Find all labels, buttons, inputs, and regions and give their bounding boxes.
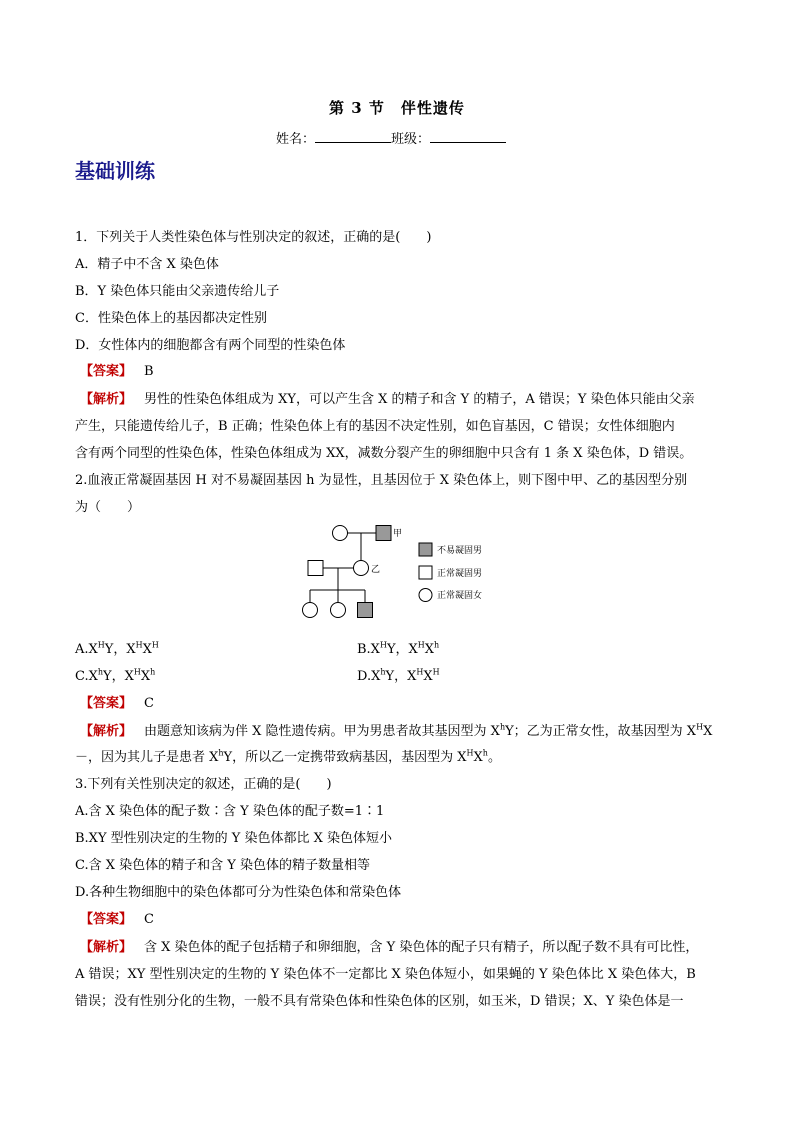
class-blank[interactable]: [430, 130, 506, 143]
q2-stem-2: 为（ ）: [75, 500, 141, 515]
q2-option-c: $C.X^hY$，$X^HX^h$: [75, 667, 156, 684]
q3-analysis-3: 错误；没有性别分化的生物，一般不具有常染色体和性染色体的区别，如玉米，D 错误；X、Y 染色体是一: [75, 994, 684, 1009]
q2-analysis-1: 【解析】 由题意知该病为伴 X 隐性遗传病。甲为男患者故其基因型为 $X^hY$；乙为正常女性，故基因型为 $X^HX$: [80, 722, 713, 739]
analysis-tag: 【解析】: [80, 392, 133, 407]
q1-analysis-3: 含有两个同型的性染色体，性染色体组成为 XX，减数分裂产生的卵细胞中只含有 1 条 X 染色体，D 错误。: [75, 446, 693, 461]
q2-answer: [80, 692, 154, 711]
q1-stem: 1．下列关于人类性染色体与性别决定的叙述，正确的是( ): [75, 230, 432, 245]
q3-analysis-1: [80, 936, 698, 955]
analysis-text: 由题意知该病为伴 X 隐性遗传病。甲为男患者故其基因型为 X: [144, 724, 500, 739]
analysis-text: 含 X 染色体的配子包括精子和卵细胞，含 Y 染色体的配子只有精子，所以配子数不具有可比性，: [144, 940, 699, 955]
pedigree-chart: [290, 520, 510, 625]
name-blank[interactable]: [315, 130, 391, 143]
answer-tag: 【答案】: [80, 912, 133, 927]
page-title: 第 3 节 伴性遗传: [329, 99, 465, 117]
legend-normal-female-icon: [419, 589, 432, 602]
legend-affected-male-icon: [419, 543, 432, 556]
q3-stem: 3.下列有关性别决定的叙述，正确的是( ): [75, 777, 332, 792]
q1-analysis-2: 产生，只能遗传给儿子，B 正确；性染色体上有的基因不决定性别，如色盲基因，C 错误；女性体细胞内: [75, 419, 675, 434]
q3-option-a: A.含 X 染色体的配子数∶含 Y 染色体的配子数=1∶1: [75, 804, 385, 819]
q2-option-d: $D.X^hY$，$X^HX^H$: [357, 667, 440, 684]
child-female-2: [331, 603, 346, 618]
child-affected-male: [358, 603, 373, 618]
analysis-tag: 【解析】: [80, 724, 133, 739]
answer-tag: 【答案】: [80, 696, 133, 711]
q3-analysis-2: A 错误；XY 型性别决定的生物的 Y 染色体不一定都比 X 染色体短小，如果蝇的 Y 染色体比 X 染色体大，B: [75, 967, 696, 982]
legend-label-3: 正常凝固女: [437, 591, 483, 601]
q3-answer: [80, 908, 154, 927]
q1-option-b: B．Y 染色体只能由父亲遗传给儿子: [75, 284, 280, 299]
answer-value: C: [144, 696, 154, 711]
q1-answer: [80, 360, 154, 379]
jia-affected-male: [376, 526, 391, 541]
q1-option-a: A．精子中不含 X 染色体: [75, 257, 219, 272]
answer-value: B: [144, 364, 154, 379]
q1-option-d: D．女性体内的细胞都含有两个同型的性染色体: [75, 338, 346, 353]
legend-normal-male-icon: [419, 566, 432, 579]
section-title: 基础训练: [75, 159, 155, 183]
legend-label-1: 不易凝固男: [437, 546, 483, 556]
analysis-tag: 【解析】: [80, 940, 133, 955]
q2-analysis-2: －，因为其儿子是患者 $X^hY$，所以乙一定携带致病基因，基因型为 $X^HX^h$。: [75, 748, 501, 765]
answer-value: C: [144, 912, 154, 927]
q2-stem-1: 2.血液正常凝固基因 H 对不易凝固基因 h 为显性，且基因位于 X 染色体上，则下图中甲、乙的基因型分别: [75, 473, 688, 488]
q3-option-b: B.XY 型性别决定的生物的 Y 染色体都比 X 染色体短小: [75, 831, 393, 846]
q1-analysis-1: [80, 388, 695, 407]
analysis-text: 男性的性染色体组成为 XY，可以产生含 X 的精子和含 Y 的精子，A 错误；Y 染色体只能由父亲: [144, 392, 695, 407]
q3-option-d: D.各种生物细胞中的染色体都可分为性染色体和常染色体: [75, 885, 402, 900]
q2-option-b: $B.X^HY$，$X^HX^h$: [357, 640, 440, 657]
answer-tag: 【答案】: [80, 364, 133, 379]
label-yi: 乙: [371, 565, 381, 575]
q2-option-a: $A.X^HY$，$X^HX^H$: [75, 640, 159, 657]
label-jia: 甲: [393, 529, 403, 539]
class-label: 班级：: [391, 132, 431, 147]
father-square: [308, 561, 323, 576]
q3-option-c: C.含 X 染色体的精子和含 Y 染色体的精子数量相等: [75, 858, 370, 873]
name-label: 姓名：: [276, 132, 316, 147]
legend-label-2: 正常凝固男: [437, 569, 483, 579]
q1-option-c: C．性染色体上的基因都决定性别: [75, 311, 267, 326]
child-female-1: [303, 603, 318, 618]
yi-normal-female: [354, 561, 369, 576]
name-class-line: [276, 128, 506, 147]
grandmother-circle: [333, 526, 348, 541]
